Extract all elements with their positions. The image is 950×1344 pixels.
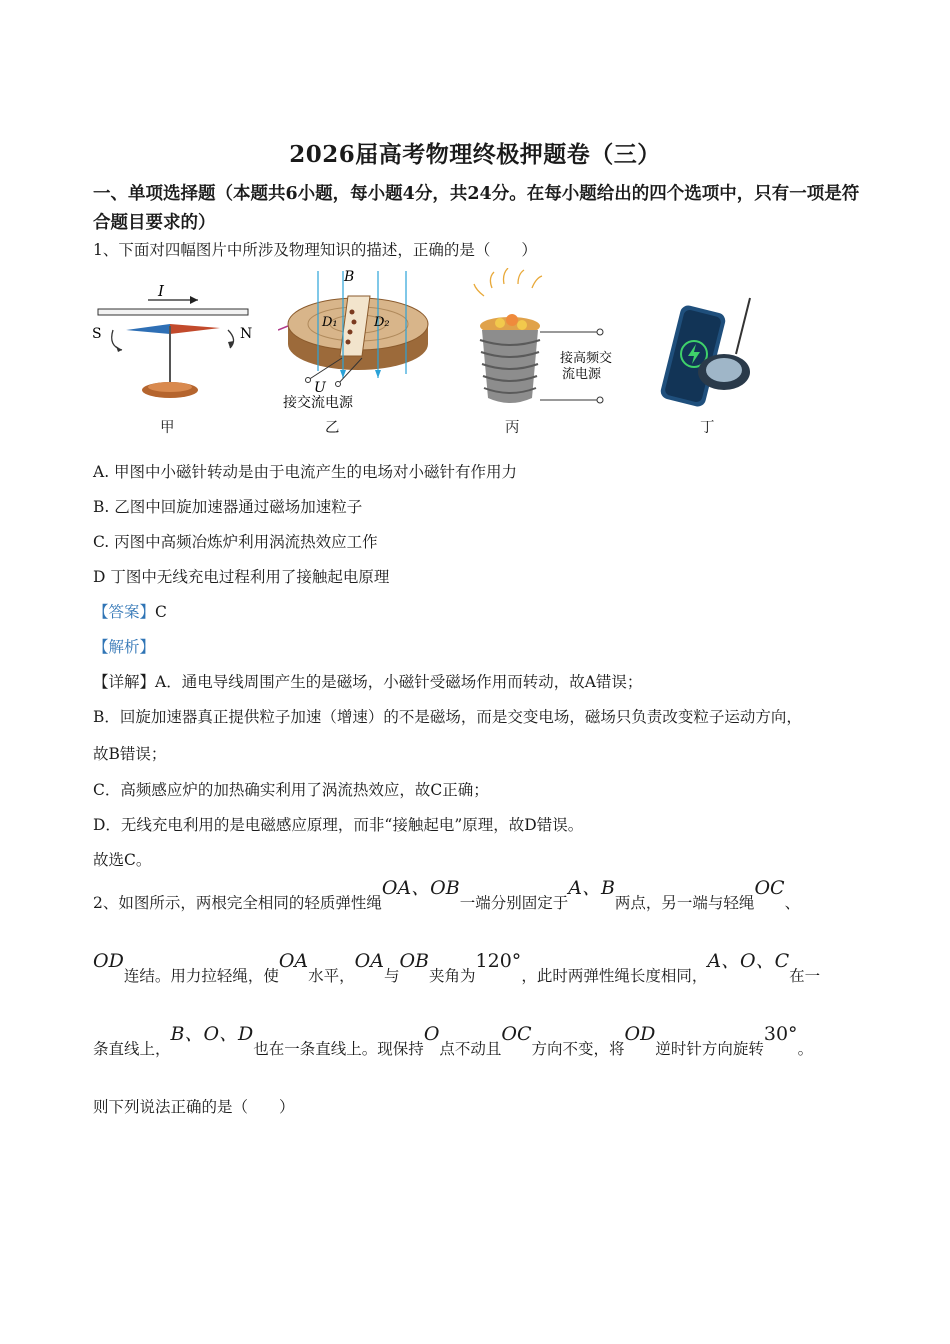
q2-line3	[93, 1023, 814, 1069]
q2-text: 2、如图所示，两根完全相同的轻质弹性绳	[93, 894, 382, 912]
q1-option-c: C. 丙图中高频冶炼炉利用涡流热效应工作	[93, 533, 378, 551]
q2-text: 与	[383, 967, 400, 985]
figure-bing-caption: 丙	[505, 420, 520, 436]
field-label: B	[344, 269, 355, 285]
q2-text: 一端分别固定于	[459, 894, 569, 912]
q2-text: 。	[797, 1040, 814, 1058]
conclusion: 故选C。	[93, 851, 152, 869]
q2-math: OA、OB	[381, 877, 460, 899]
q2-text: 点不动且	[439, 1040, 502, 1058]
q2-text: 连结。用力拉轻绳，使	[123, 967, 279, 985]
q1-answer	[93, 600, 167, 622]
voltage-label: U	[314, 380, 326, 396]
detail-d: D．无线充电利用的是电磁感应原理，而非“接触起电”原理，故D错误。	[93, 816, 584, 834]
q2-math: 120°	[475, 950, 522, 972]
figure-jia-caption: 甲	[160, 420, 175, 436]
ac-source-label: 接交流电源	[283, 395, 353, 411]
q2-text: 、	[784, 894, 801, 912]
q2-text: 夹角为	[429, 967, 476, 985]
page-title: 2026届高考物理终极押题卷（三）	[289, 141, 661, 168]
q2-math: 30°	[763, 1023, 798, 1045]
figure-yi-caption: 乙	[325, 420, 340, 436]
answer-tag: 【答案】	[93, 603, 156, 621]
detail-b-line2: 故B错误；	[93, 745, 167, 763]
figure-ding-caption: 丁	[700, 420, 715, 436]
q1-stem: 1、下面对四幅图片中所涉及物理知识的描述，正确的是（ ）	[93, 241, 537, 259]
section-heading: 一、单项选择题（本题共6小题，每小题4分，共24分。在每小题给出的四个选项中，只有一项是符合题目要求的）	[93, 184, 860, 233]
q2-math: OA	[278, 950, 309, 972]
d1-label: D₁	[322, 315, 338, 330]
q2-text: 水平，	[308, 967, 355, 985]
q1-option-d: D 丁图中无线充电过程利用了接触起电原理	[93, 568, 390, 586]
detail-b-line1: B．回旋加速器真正提供粒子加速（增速）的不是磁场，而是交变电场，磁场只负责改变粒子运动方向，	[93, 708, 802, 726]
q2-line1	[93, 877, 801, 923]
q2-text: 条直线上，	[93, 1040, 171, 1058]
q2-math: OD	[624, 1023, 656, 1045]
hf-source-line1: 接高频交	[560, 351, 613, 366]
q2-math: OD	[93, 950, 124, 972]
q2-math: OC	[754, 877, 785, 899]
q2-line2	[93, 950, 821, 996]
q1-option-a: A. 甲图中小磁针转动是由于电流产生的电场对小磁针有作用力	[93, 463, 518, 481]
analysis-tag: 【解析】	[93, 638, 156, 656]
hf-source-line2: 流电源	[562, 367, 602, 382]
q2-text: 两点，另一端与轻绳	[614, 894, 755, 912]
figure-ding	[652, 296, 762, 411]
q2-math: A、O、C	[707, 950, 790, 972]
detail-c: C．高频感应炉的加热确实利用了涡流热效应，故C正确；	[93, 781, 489, 799]
q2-text: ，此时两弹性绳长度相同，	[521, 967, 708, 985]
figure-bing	[470, 268, 620, 413]
q2-math: OA	[354, 950, 384, 972]
q2-text: 也在一条直线上。现保持	[253, 1040, 424, 1058]
figure-jia	[88, 278, 258, 408]
south-pole-label: S	[92, 326, 102, 342]
answer-value: C	[155, 603, 167, 621]
q2-math: A、B	[568, 877, 615, 899]
q2-math: B、O、D	[170, 1023, 254, 1045]
detail-a: 【详解】A．通电导线周围产生的是磁场，小磁针受磁场作用而转动，故A错误；	[93, 673, 643, 691]
q2-math: O	[423, 1023, 440, 1045]
q1-option-b: B. 乙图中回旋加速器通过磁场加速粒子	[93, 498, 363, 516]
q2-text: 在一	[789, 967, 821, 985]
d2-label: D₂	[374, 315, 390, 330]
figure-yi	[278, 266, 443, 411]
q2-text: 方向不变，将	[531, 1040, 625, 1058]
current-label: I	[158, 282, 164, 300]
north-pole-label: N	[240, 326, 253, 342]
q2-text: 逆时针方向旋转	[655, 1040, 764, 1058]
q2-line4: 则下列说法正确的是（ ）	[93, 1098, 295, 1116]
q2-math: OC	[501, 1023, 532, 1045]
q2-math: OB	[399, 950, 430, 972]
